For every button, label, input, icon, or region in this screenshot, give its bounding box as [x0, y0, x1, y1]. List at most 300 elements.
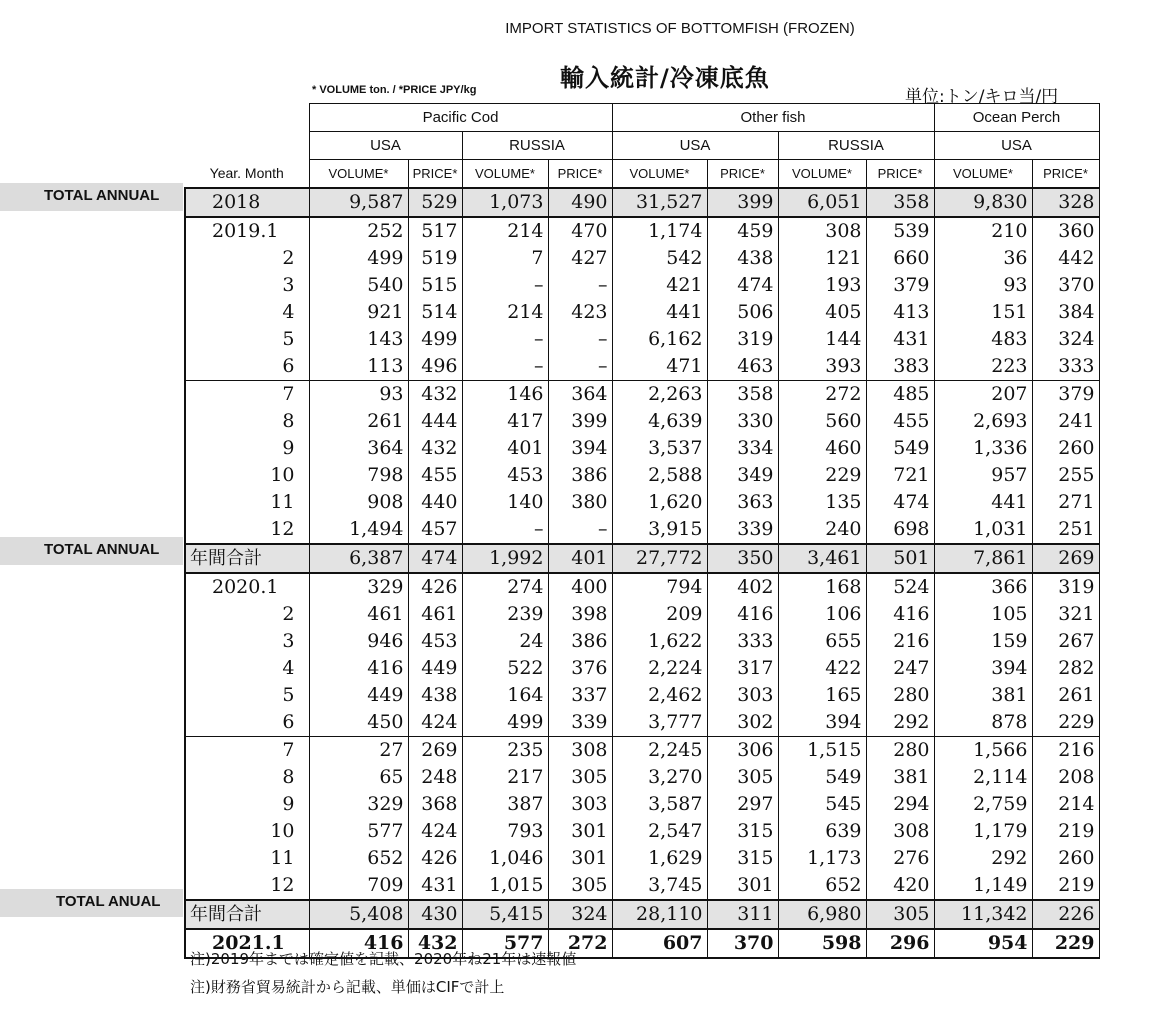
row-label: 9 — [185, 435, 309, 462]
volume-cell: 2,759 — [934, 791, 1032, 818]
price-cell: 515 — [408, 272, 462, 299]
volume-cell: 329 — [309, 573, 408, 601]
volume-cell: 217 — [462, 764, 548, 791]
volume-cell: 416 — [309, 655, 408, 682]
row-label: 4 — [185, 299, 309, 326]
volume-cell: 308 — [778, 217, 866, 245]
volume-cell: 329 — [309, 791, 408, 818]
price-cell: 380 — [548, 489, 612, 516]
price-cell: 438 — [707, 245, 778, 272]
price-cell: 416 — [866, 601, 934, 628]
volume-cell: 545 — [778, 791, 866, 818]
country-header: RUSSIA — [778, 132, 934, 160]
volume-cell: 3,745 — [612, 872, 707, 900]
price-cell: 660 — [866, 245, 934, 272]
volume-cell: 1,015 — [462, 872, 548, 900]
units-note-japanese: 単位:トン/キロ当/円 — [905, 87, 1059, 107]
price-cell: 305 — [548, 764, 612, 791]
row-label: 7 — [185, 737, 309, 765]
price-cell: 214 — [1032, 791, 1099, 818]
volume-cell: 1,046 — [462, 845, 548, 872]
volume-cell: 639 — [778, 818, 866, 845]
group-header: Pacific Cod — [309, 104, 612, 132]
price-cell: 384 — [1032, 299, 1099, 326]
price-cell: 398 — [548, 601, 612, 628]
price-cell: 427 — [548, 245, 612, 272]
price-cell: 376 — [548, 655, 612, 682]
table-row — [185, 272, 1099, 299]
volume-cell: 31,527 — [612, 188, 707, 217]
price-cell: 394 — [548, 435, 612, 462]
price-cell: 280 — [866, 737, 934, 765]
price-cell: 251 — [1032, 516, 1099, 544]
volume-cell: 9,830 — [934, 188, 1032, 217]
volume-cell: 793 — [462, 818, 548, 845]
table-row — [185, 655, 1099, 682]
country-header: USA — [612, 132, 778, 160]
header-row-columns — [185, 160, 1099, 189]
volume-cell: 5,415 — [462, 900, 548, 929]
price-cell: 229 — [1032, 709, 1099, 737]
volume-cell: 6,980 — [778, 900, 866, 929]
price-cell: 301 — [548, 818, 612, 845]
price-cell: 321 — [1032, 601, 1099, 628]
row-label: 12 — [185, 516, 309, 544]
price-cell: 461 — [408, 601, 462, 628]
volume-cell: 794 — [612, 573, 707, 601]
price-cell: 255 — [1032, 462, 1099, 489]
group-header: Ocean Perch — [934, 104, 1099, 132]
price-cell: 333 — [707, 628, 778, 655]
price-cell: 339 — [707, 516, 778, 544]
price-cell: 219 — [1032, 872, 1099, 900]
volume-cell: 144 — [778, 326, 866, 353]
volume-cell: 214 — [462, 299, 548, 326]
price-cell: 474 — [408, 544, 462, 573]
volume-cell: 449 — [309, 682, 408, 709]
price-cell: 399 — [707, 188, 778, 217]
table-row — [185, 516, 1099, 544]
price-cell: 455 — [866, 408, 934, 435]
volume-cell: 577 — [309, 818, 408, 845]
price-cell: 334 — [707, 435, 778, 462]
price-cell: 368 — [408, 791, 462, 818]
column-header: VOLUME* — [934, 160, 1032, 189]
volume-cell: – — [462, 326, 548, 353]
price-cell: 499 — [408, 326, 462, 353]
volume-cell: 65 — [309, 764, 408, 791]
volume-cell: 499 — [462, 709, 548, 737]
row-label: 6 — [185, 709, 309, 737]
price-cell: 514 — [408, 299, 462, 326]
price-cell: 292 — [866, 709, 934, 737]
price-cell: – — [548, 353, 612, 381]
row-label: 5 — [185, 682, 309, 709]
header-row-groups — [185, 104, 1099, 132]
row-label: 2021.1 — [185, 929, 309, 958]
price-cell: 350 — [707, 544, 778, 573]
price-cell: 420 — [866, 872, 934, 900]
price-cell: 276 — [866, 845, 934, 872]
price-cell: 698 — [866, 516, 934, 544]
price-cell: 444 — [408, 408, 462, 435]
price-cell: 370 — [1032, 272, 1099, 299]
volume-cell: 3,915 — [612, 516, 707, 544]
price-cell: 383 — [866, 353, 934, 381]
price-cell: 308 — [548, 737, 612, 765]
volume-cell: 159 — [934, 628, 1032, 655]
price-cell: 474 — [866, 489, 934, 516]
price-cell: 470 — [548, 217, 612, 245]
footnote: 注)2019年までは確定値を記載、2020年ね21年は速報値 — [190, 950, 577, 968]
price-cell: 319 — [1032, 573, 1099, 601]
price-cell: 431 — [408, 872, 462, 900]
column-header: PRICE* — [866, 160, 934, 189]
country-header: USA — [309, 132, 462, 160]
price-cell: 426 — [408, 573, 462, 601]
price-cell: 302 — [707, 709, 778, 737]
annual-total-row — [185, 544, 1099, 573]
volume-cell: 1,073 — [462, 188, 548, 217]
price-cell: 358 — [707, 381, 778, 409]
row-label: 11 — [185, 489, 309, 516]
volume-cell: 453 — [462, 462, 548, 489]
price-cell: 208 — [1032, 764, 1099, 791]
price-cell: 315 — [707, 845, 778, 872]
side-label-total-anual: TOTAL ANUAL — [56, 893, 161, 910]
table-row — [185, 245, 1099, 272]
price-cell: 386 — [548, 462, 612, 489]
volume-cell: 27 — [309, 737, 408, 765]
price-cell: 432 — [408, 381, 462, 409]
table-row — [185, 601, 1099, 628]
price-cell: 432 — [408, 929, 462, 958]
volume-cell: 229 — [778, 462, 866, 489]
price-cell: 219 — [1032, 818, 1099, 845]
volume-cell: 105 — [934, 601, 1032, 628]
table-row — [185, 299, 1099, 326]
column-header: PRICE* — [707, 160, 778, 189]
price-cell: 506 — [707, 299, 778, 326]
price-cell: 363 — [707, 489, 778, 516]
table-row — [185, 573, 1099, 601]
volume-cell: 6,162 — [612, 326, 707, 353]
table-row — [185, 764, 1099, 791]
volume-cell: 121 — [778, 245, 866, 272]
column-header: VOLUME* — [462, 160, 548, 189]
row-label: 年間合計 — [185, 900, 309, 929]
volume-cell: 878 — [934, 709, 1032, 737]
price-cell: 529 — [408, 188, 462, 217]
table-row — [185, 381, 1099, 409]
volume-cell: 93 — [934, 272, 1032, 299]
table-row — [185, 818, 1099, 845]
row-label: 2018 — [185, 188, 309, 217]
volume-cell: 1,620 — [612, 489, 707, 516]
price-cell: 440 — [408, 489, 462, 516]
price-cell: 431 — [866, 326, 934, 353]
price-cell: 216 — [866, 628, 934, 655]
row-label: 3 — [185, 628, 309, 655]
price-cell: 379 — [1032, 381, 1099, 409]
price-cell: 282 — [1032, 655, 1099, 682]
volume-cell: 401 — [462, 435, 548, 462]
volume-cell: 239 — [462, 601, 548, 628]
price-cell: 399 — [548, 408, 612, 435]
volume-cell: 471 — [612, 353, 707, 381]
price-cell: 261 — [1032, 682, 1099, 709]
volume-cell: 2,114 — [934, 764, 1032, 791]
price-cell: 311 — [707, 900, 778, 929]
price-cell: 303 — [707, 682, 778, 709]
volume-cell: 106 — [778, 601, 866, 628]
price-cell: 455 — [408, 462, 462, 489]
volume-cell: 1,336 — [934, 435, 1032, 462]
price-cell: 401 — [548, 544, 612, 573]
volume-cell: 1,149 — [934, 872, 1032, 900]
price-cell: 370 — [707, 929, 778, 958]
volume-cell: 223 — [934, 353, 1032, 381]
price-cell: 423 — [548, 299, 612, 326]
price-cell: 305 — [548, 872, 612, 900]
price-cell: 305 — [707, 764, 778, 791]
price-cell: 358 — [866, 188, 934, 217]
volume-cell: 164 — [462, 682, 548, 709]
volume-cell: – — [462, 516, 548, 544]
price-cell: 424 — [408, 709, 462, 737]
volume-cell: 387 — [462, 791, 548, 818]
row-label: 9 — [185, 791, 309, 818]
row-label: 10 — [185, 462, 309, 489]
volume-cell: 3,461 — [778, 544, 866, 573]
price-cell: 379 — [866, 272, 934, 299]
price-cell: 432 — [408, 435, 462, 462]
annual-total-row — [185, 900, 1099, 929]
volume-cell: 946 — [309, 628, 408, 655]
row-label: 8 — [185, 408, 309, 435]
volume-cell: 7 — [462, 245, 548, 272]
volume-cell: 542 — [612, 245, 707, 272]
volume-cell: 24 — [462, 628, 548, 655]
volume-cell: 393 — [778, 353, 866, 381]
table-row — [185, 353, 1099, 381]
row-label: 6 — [185, 353, 309, 381]
row-label: 8 — [185, 764, 309, 791]
price-cell: 463 — [707, 353, 778, 381]
price-cell: 539 — [866, 217, 934, 245]
volume-cell: 240 — [778, 516, 866, 544]
volume-cell: 9,587 — [309, 188, 408, 217]
volume-cell: 6,387 — [309, 544, 408, 573]
price-cell: 324 — [548, 900, 612, 929]
price-cell: 457 — [408, 516, 462, 544]
volume-cell: 1,992 — [462, 544, 548, 573]
volume-cell: 416 — [309, 929, 408, 958]
price-cell: 360 — [1032, 217, 1099, 245]
price-cell: 519 — [408, 245, 462, 272]
price-cell: 430 — [408, 900, 462, 929]
volume-cell: 1,566 — [934, 737, 1032, 765]
volume-cell: 2,547 — [612, 818, 707, 845]
volume-cell: 417 — [462, 408, 548, 435]
volume-cell: 499 — [309, 245, 408, 272]
volume-cell: 4,639 — [612, 408, 707, 435]
column-header: PRICE* — [1032, 160, 1099, 189]
volume-cell: 7,861 — [934, 544, 1032, 573]
volume-cell: 193 — [778, 272, 866, 299]
price-cell: 305 — [866, 900, 934, 929]
volume-cell: 957 — [934, 462, 1032, 489]
price-cell: 524 — [866, 573, 934, 601]
volume-cell: 1,031 — [934, 516, 1032, 544]
price-cell: 247 — [866, 655, 934, 682]
volume-cell: 5,408 — [309, 900, 408, 929]
table-row — [185, 628, 1099, 655]
price-cell: 438 — [408, 682, 462, 709]
price-cell: 364 — [548, 381, 612, 409]
price-cell: 453 — [408, 628, 462, 655]
price-cell: 260 — [1032, 435, 1099, 462]
row-label: 5 — [185, 326, 309, 353]
price-cell: 485 — [866, 381, 934, 409]
volume-cell: 598 — [778, 929, 866, 958]
volume-cell: 1,622 — [612, 628, 707, 655]
volume-cell: 135 — [778, 489, 866, 516]
table-row — [185, 435, 1099, 462]
volume-cell: 460 — [778, 435, 866, 462]
volume-cell: 1,173 — [778, 845, 866, 872]
volume-cell: 441 — [612, 299, 707, 326]
volume-cell: 165 — [778, 682, 866, 709]
table-row — [185, 217, 1099, 245]
volume-cell: 3,777 — [612, 709, 707, 737]
column-header: VOLUME* — [778, 160, 866, 189]
volume-cell: 655 — [778, 628, 866, 655]
price-cell: – — [548, 516, 612, 544]
volume-cell: 272 — [778, 381, 866, 409]
row-label: 12 — [185, 872, 309, 900]
price-cell: 216 — [1032, 737, 1099, 765]
volume-cell: 261 — [309, 408, 408, 435]
volume-cell: 2,588 — [612, 462, 707, 489]
volume-cell: 483 — [934, 326, 1032, 353]
country-header: USA — [934, 132, 1099, 160]
price-cell: 306 — [707, 737, 778, 765]
volume-cell: 3,537 — [612, 435, 707, 462]
table-row — [185, 737, 1099, 765]
volume-cell: 522 — [462, 655, 548, 682]
price-cell: 339 — [548, 709, 612, 737]
volume-cell: 921 — [309, 299, 408, 326]
table-row — [185, 408, 1099, 435]
price-cell: 349 — [707, 462, 778, 489]
price-cell: 317 — [707, 655, 778, 682]
price-cell: 315 — [707, 818, 778, 845]
price-cell: 337 — [548, 682, 612, 709]
units-note: * VOLUME ton. / *PRICE JPY/kg — [312, 84, 477, 96]
volume-cell: 140 — [462, 489, 548, 516]
price-cell: 324 — [1032, 326, 1099, 353]
price-cell: 333 — [1032, 353, 1099, 381]
volume-cell: 93 — [309, 381, 408, 409]
row-label: 2 — [185, 245, 309, 272]
volume-cell: 364 — [309, 435, 408, 462]
volume-cell: 209 — [612, 601, 707, 628]
group-header: Other fish — [612, 104, 934, 132]
row-label: 2 — [185, 601, 309, 628]
price-cell: 319 — [707, 326, 778, 353]
volume-cell: 207 — [934, 381, 1032, 409]
price-cell: 381 — [866, 764, 934, 791]
row-label: 11 — [185, 845, 309, 872]
price-cell: 424 — [408, 818, 462, 845]
price-cell: 413 — [866, 299, 934, 326]
price-cell: 386 — [548, 628, 612, 655]
side-label-total-annual: TOTAL ANNUAL — [44, 187, 160, 204]
volume-cell: 3,270 — [612, 764, 707, 791]
row-label: 2020.1 — [185, 573, 309, 601]
volume-cell: 113 — [309, 353, 408, 381]
table-row — [185, 682, 1099, 709]
price-cell: 301 — [548, 845, 612, 872]
price-cell: 301 — [707, 872, 778, 900]
volume-cell: 441 — [934, 489, 1032, 516]
volume-cell: 1,515 — [778, 737, 866, 765]
volume-cell: 210 — [934, 217, 1032, 245]
volume-cell: 652 — [778, 872, 866, 900]
volume-cell: 2,245 — [612, 737, 707, 765]
price-cell: 459 — [707, 217, 778, 245]
column-header: VOLUME* — [612, 160, 707, 189]
volume-cell: 36 — [934, 245, 1032, 272]
table-row — [185, 462, 1099, 489]
page-title: IMPORT STATISTICS OF BOTTOMFISH (FROZEN) — [505, 20, 855, 37]
column-header: PRICE* — [408, 160, 462, 189]
price-cell: 426 — [408, 845, 462, 872]
price-cell: 416 — [707, 601, 778, 628]
volume-cell: 11,342 — [934, 900, 1032, 929]
volume-cell: 422 — [778, 655, 866, 682]
volume-cell: 577 — [462, 929, 548, 958]
table-row — [185, 326, 1099, 353]
table-row — [185, 489, 1099, 516]
volume-cell: 1,494 — [309, 516, 408, 544]
table-row — [185, 709, 1099, 737]
price-cell: 271 — [1032, 489, 1099, 516]
price-cell: 474 — [707, 272, 778, 299]
price-cell: 260 — [1032, 845, 1099, 872]
table-row — [185, 791, 1099, 818]
price-cell: 269 — [408, 737, 462, 765]
volume-cell: 6,051 — [778, 188, 866, 217]
annual-total-row — [185, 188, 1099, 217]
volume-cell: – — [462, 272, 548, 299]
volume-cell: – — [462, 353, 548, 381]
volume-cell: 252 — [309, 217, 408, 245]
row-label: 4 — [185, 655, 309, 682]
price-cell: 303 — [548, 791, 612, 818]
price-cell: 442 — [1032, 245, 1099, 272]
price-cell: 296 — [866, 929, 934, 958]
row-label: 10 — [185, 818, 309, 845]
column-header: VOLUME* — [309, 160, 408, 189]
volume-cell: 274 — [462, 573, 548, 601]
table-row — [185, 845, 1099, 872]
volume-cell: 954 — [934, 929, 1032, 958]
price-cell: 272 — [548, 929, 612, 958]
side-label-total-annual: TOTAL ANNUAL — [44, 541, 160, 558]
price-cell: 400 — [548, 573, 612, 601]
